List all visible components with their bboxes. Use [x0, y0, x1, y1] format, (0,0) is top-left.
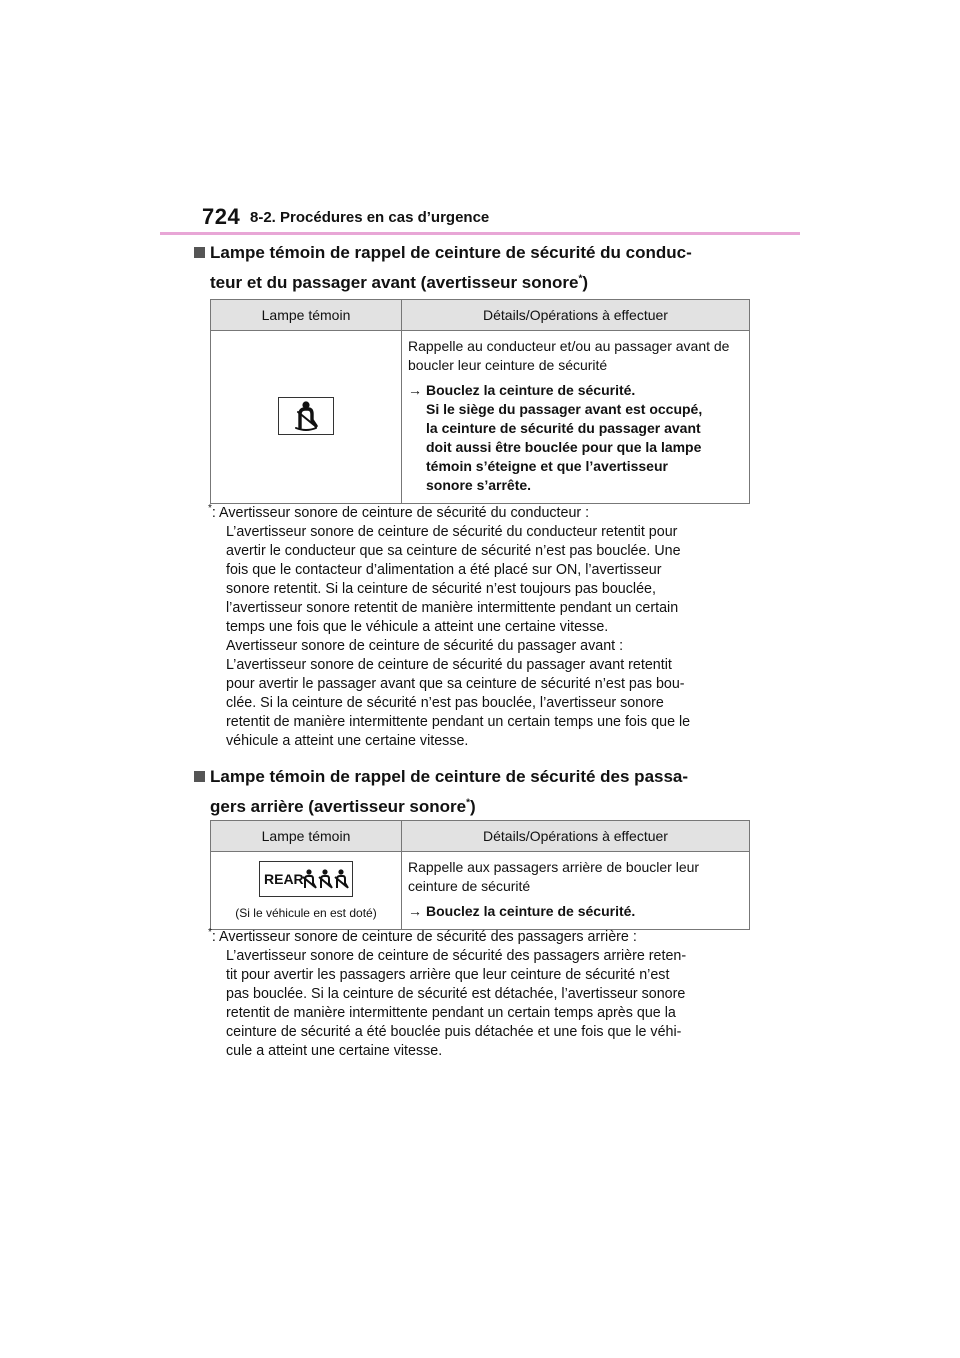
action-text: [426, 381, 702, 495]
section-title-line-2: [210, 268, 770, 298]
table-header-lamp: Lampe témoin: [211, 300, 402, 331]
table-header-details: Détails/Opérations à effectuer: [402, 300, 750, 331]
action-block: [408, 902, 743, 921]
footnote-line: temps une fois que le véhicule a atteint une certaine vitesse.: [226, 619, 609, 635]
footnote-line: tit pour avertir les passagers arrière que leur ceinture de sécurité n’est: [226, 967, 670, 983]
footnote-line: pour avertir le passager avant que sa ceinture de sécurité n’est pas bou-: [226, 676, 685, 692]
action-line: sonore s’arrête.: [426, 477, 532, 493]
arrow-icon: →: [408, 382, 422, 398]
section-title-line: Lampe témoin de rappel de ceinture de sécurité du conduc-: [210, 243, 692, 262]
page-number: 724: [202, 204, 241, 229]
arrow-icon: →: [408, 903, 422, 919]
rear-seatbelt-warning-icon: [259, 861, 353, 897]
lamp-cell: [211, 852, 402, 930]
footnote-line: L’avertisseur sonore de ceinture de sécurité des passagers arrière reten-: [226, 948, 687, 964]
footnote-line: Avertisseur sonore de ceinture de sécurité du passager avant :: [226, 638, 624, 654]
footnote-marker: *: [208, 927, 212, 939]
footnote-marker: *: [466, 797, 470, 809]
footnote-line: avertir le conducteur que sa ceinture de sécurité n’est pas bouclée. Une: [226, 543, 681, 559]
front-warning-table: [210, 299, 750, 504]
section-title-line-2: [210, 792, 770, 822]
footnote-line: ceinture de sécurité a été bouclée puis détachée et une fois que le véhi-: [226, 1024, 682, 1040]
section-title-text: gers arrière (avertisseur sonore: [210, 797, 467, 816]
rear-warning-table: [210, 820, 750, 930]
section-title-front: [210, 238, 770, 298]
page-header: [160, 204, 800, 234]
footnote-line: clée. Si la ceinture de sécurité n’est pas bouclée, l’avertisseur sonore: [226, 695, 664, 711]
section-marker-icon: [194, 771, 205, 782]
action-text: Bouclez la ceinture de sécurité.: [426, 903, 636, 919]
detail-text: Rappelle au conducteur et/ou au passager avant de boucler leur ceinture de sécurité: [408, 338, 730, 373]
detail-text: Rappelle aux passagers arrière de boucler leur ceinture de sécurité: [408, 859, 700, 894]
section-title-rear: [210, 762, 770, 822]
footnote-line: retentit de manière intermittente pendant un certain temps après que la: [226, 1005, 676, 1021]
action-line: Bouclez la ceinture de sécurité.: [426, 382, 636, 398]
footnote-line: pas bouclée. Si la ceinture de sécurité est détachée, l’avertisseur sonore: [226, 986, 686, 1002]
footnote-line: *: Avertisseur sonore de ceinture de sécurité des passagers arrière :: [208, 927, 637, 945]
footnote-line: sonore retentit. Si la ceinture de sécurité n’est toujours pas bouclée,: [226, 581, 656, 597]
footnote-marker: *: [578, 273, 583, 285]
footnote-line: L’avertisseur sonore de ceinture de sécurité du conducteur retentit pour: [226, 524, 678, 540]
action-line: Si le siège du passager avant est occupé,: [426, 401, 703, 417]
action-line: doit aussi être bouclée pour que la lampe: [426, 439, 702, 455]
detail-cell: [402, 852, 750, 930]
seatbelt-warning-icon: [278, 397, 334, 435]
section-title-text: teur et du passager avant (avertisseur sonore: [210, 273, 579, 292]
section-marker-icon: [194, 247, 205, 258]
action-line: témoin s’éteigne et que l’avertisseur: [426, 458, 668, 474]
table-header-lamp: Lampe témoin: [211, 821, 402, 852]
chapter-title: 8-2. Procédures en cas d’urgence: [250, 209, 490, 226]
section-title-line: Lampe témoin de rappel de ceinture de sécurité des passa-: [210, 767, 689, 786]
action-block: [408, 381, 743, 495]
footnote-front: [208, 504, 752, 751]
footnote-line: l’avertisseur sonore retentit de manière intermittente pendant un certain: [226, 600, 679, 616]
footnote-rear: [208, 928, 752, 1061]
footnote-line: véhicule a atteint une certaine vitesse.: [226, 733, 469, 749]
section-title-close: ): [582, 273, 589, 292]
footnote-line: *: Avertisseur sonore de ceinture de sécurité du conducteur :: [208, 503, 590, 521]
rear-label: REAR: [264, 871, 304, 887]
equipment-note: (Si le véhicule en est doté): [235, 906, 377, 920]
table-header-details: Détails/Opérations à effectuer: [402, 821, 750, 852]
footnote-line: fois que le contacteur d’alimentation a été placé sur ON, l’avertisseur: [226, 562, 662, 578]
lamp-cell: [211, 331, 402, 504]
footnote-line: L’avertisseur sonore de ceinture de sécurité du passager avant retentit: [226, 657, 672, 673]
action-line: la ceinture de sécurité du passager avant: [426, 420, 701, 436]
section-title-close: ): [470, 797, 476, 816]
footnote-line: retentit de manière intermittente pendant un certain temps une fois que le: [226, 714, 691, 730]
footnote-marker: *: [208, 503, 212, 515]
detail-cell: [402, 331, 750, 504]
footnote-line: cule a atteint une certaine vitesse.: [226, 1043, 443, 1059]
header-rule: [160, 232, 800, 235]
